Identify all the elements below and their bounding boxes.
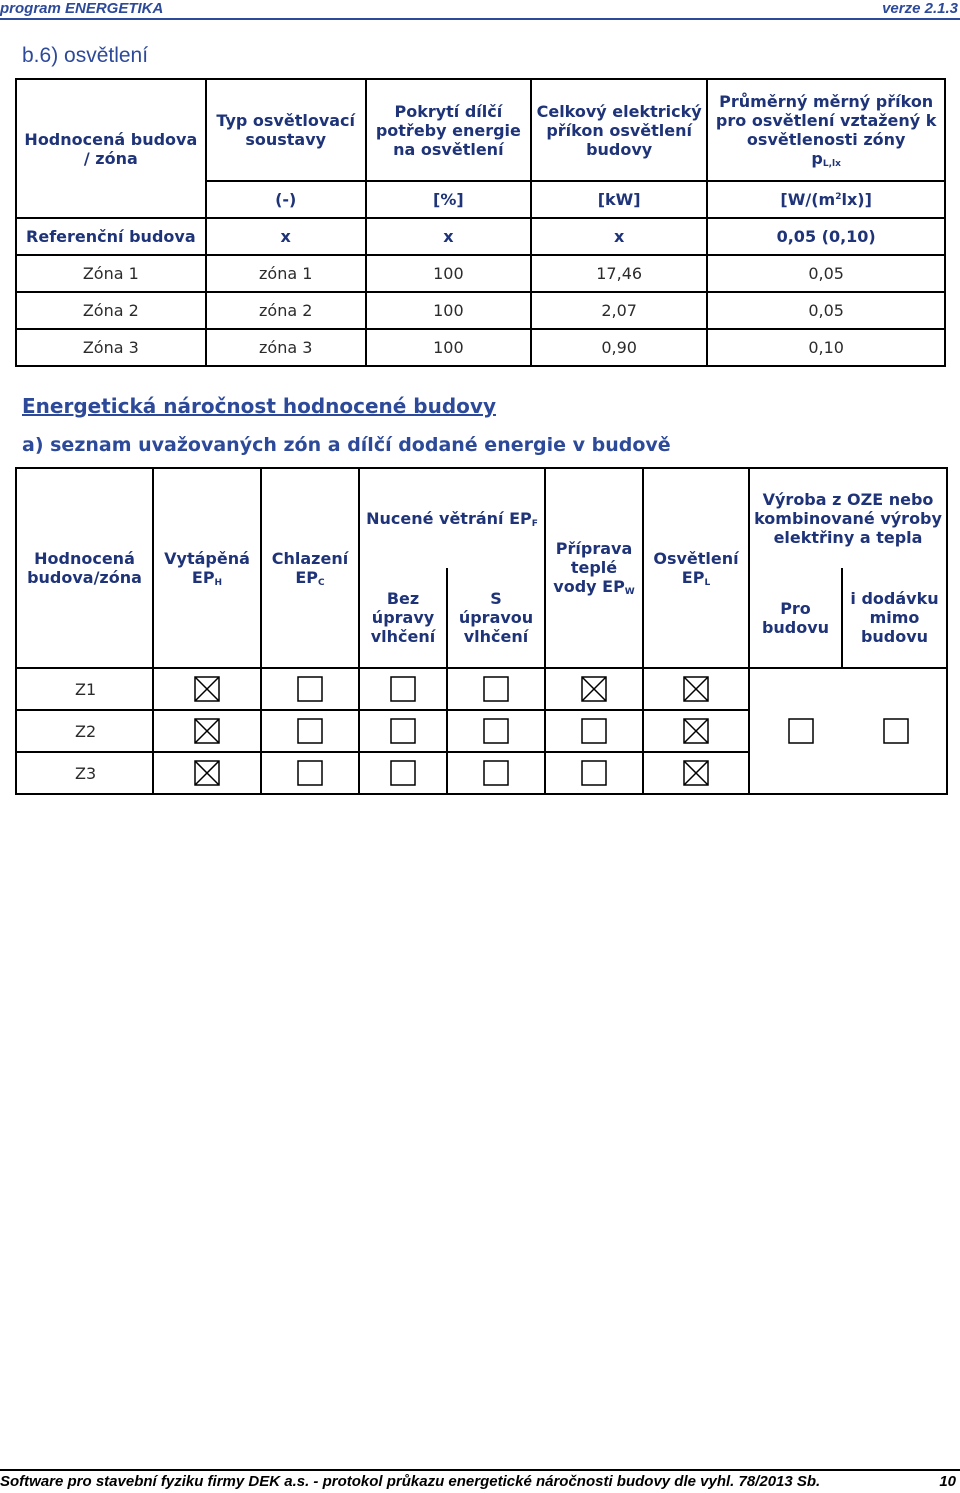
row-coverage: 100	[366, 329, 531, 366]
zone-label: Z3	[16, 752, 153, 794]
header-dhw	[545, 468, 643, 668]
zone-label: Z2	[16, 710, 153, 752]
row-type: x	[206, 218, 366, 255]
zone-checkbox[interactable]	[297, 676, 323, 702]
zone-checkbox[interactable]	[194, 760, 220, 786]
zone-checkbox[interactable]	[297, 760, 323, 786]
zone-checkbox[interactable]	[683, 760, 709, 786]
zone-checkbox[interactable]	[581, 760, 607, 786]
table-row	[16, 329, 945, 366]
header-zone: Hodnocená budova / zóna	[16, 79, 206, 218]
row-avg: 0,05 (0,10)	[707, 218, 945, 255]
program-version: verze 2.1.3	[882, 0, 958, 17]
unit-avg-power-b: lx)]	[841, 190, 872, 209]
header-ventilation-text: Nucené větrání EP	[366, 508, 532, 528]
header-system-type: Typ osvětlovací soustavy	[206, 79, 366, 181]
zone-checkbox[interactable]	[297, 718, 323, 744]
table-row	[16, 668, 947, 710]
footer-text: Software pro stavební fyziku firmy DEK a.s. - protokol průkazu energetické náročnosti budovy dle vyhl. 78/2013 Sb.	[0, 1473, 821, 1490]
header-avg-power-text: Průměrný měrný příkon pro osvětlení vztažený k osvětlenosti zóny	[715, 91, 937, 149]
row-avg: 0,10	[707, 329, 945, 366]
header-renewables: Výroba z OZE nebo kombinované výroby elektřiny a tepla	[749, 468, 947, 568]
row-zone: Referenční budova	[16, 218, 206, 255]
header-avg-power	[707, 79, 945, 181]
row-power: 0,90	[531, 329, 707, 366]
header-dhw-text: Příprava teplé vody EP	[553, 539, 633, 596]
zone-checkbox[interactable]	[483, 718, 509, 744]
row-type: zóna 3	[206, 329, 366, 366]
program-name: program ENERGETIKA	[0, 0, 164, 17]
page-heading: Energetická náročnost hodnocené budovy	[22, 394, 496, 418]
table-row	[16, 292, 945, 329]
zone-checkbox[interactable]	[483, 760, 509, 786]
page-number: 10	[939, 1473, 956, 1490]
header-vent-no-humid: Bez úpravy vlhčení	[359, 568, 447, 668]
footer	[0, 1469, 960, 1493]
header-ventilation-subscript: F	[531, 518, 538, 529]
sub-heading: a) seznam uvažovaných zón a dílčí dodané energie v budově	[22, 434, 671, 456]
row-power: 17,46	[531, 255, 707, 292]
row-zone: Zóna 1	[16, 255, 206, 292]
header-cooling	[261, 468, 359, 668]
header-heated	[153, 468, 261, 668]
row-coverage: x	[366, 218, 531, 255]
header-vent-humid: S úpravou vlhčení	[447, 568, 545, 668]
unit-avg-power	[707, 181, 945, 218]
unit-avg-power-a: [W/(m	[780, 190, 836, 209]
lighting-table	[15, 78, 946, 367]
row-avg: 0,05	[707, 292, 945, 329]
row-coverage: 100	[366, 255, 531, 292]
header-divider	[0, 18, 960, 20]
section-title: b.6) osvětlení	[22, 44, 149, 67]
row-zone: Zóna 2	[16, 292, 206, 329]
header-res-export: i dodávku mimo budovu	[842, 568, 947, 668]
row-power: x	[531, 218, 707, 255]
header-avg-power-symbol: p	[811, 148, 823, 168]
zone-checkbox[interactable]	[581, 676, 607, 702]
header-lighting-text: Osvětlení EP	[653, 548, 739, 587]
row-coverage: 100	[366, 292, 531, 329]
zone-checkbox[interactable]	[194, 676, 220, 702]
zone-checkbox[interactable]	[194, 718, 220, 744]
header-avg-power-subscript: L,lx	[822, 158, 841, 169]
zone-checkbox[interactable]	[390, 760, 416, 786]
header-dhw-subscript: W	[624, 587, 635, 597]
row-power: 2,07	[531, 292, 707, 329]
row-type: zóna 1	[206, 255, 366, 292]
zone-checkbox[interactable]	[683, 718, 709, 744]
row-type: zóna 2	[206, 292, 366, 329]
table-row	[16, 255, 945, 292]
zone-checkbox[interactable]	[390, 676, 416, 702]
zone-label: Z1	[16, 668, 153, 710]
header-cooling-text: Chlazení EP	[271, 548, 349, 587]
res-own-checkbox[interactable]	[788, 718, 814, 744]
header-heated-subscript: H	[214, 577, 223, 588]
unit-system-type: (-)	[206, 181, 366, 218]
row-avg: 0,05	[707, 255, 945, 292]
header-lighting-subscript: L	[704, 577, 711, 588]
zone-checkbox[interactable]	[483, 676, 509, 702]
header-coverage: Pokrytí dílčí potřeby energie na osvětlení	[366, 79, 531, 181]
zones-table	[15, 467, 948, 795]
unit-avg-power-sup: 2	[835, 192, 842, 202]
unit-coverage: [%]	[366, 181, 531, 218]
header-power: Celkový elektrický příkon osvětlení budovy	[531, 79, 707, 181]
header-heated-text: Vytápěná EP	[164, 548, 250, 587]
header-cooling-subscript: C	[318, 577, 325, 588]
zone-checkbox[interactable]	[390, 718, 416, 744]
header-res-own: Pro budovu	[749, 568, 842, 668]
zone-checkbox[interactable]	[581, 718, 607, 744]
table-row	[16, 218, 945, 255]
zone-checkbox[interactable]	[683, 676, 709, 702]
renewables-cell	[749, 668, 947, 794]
header-ventilation	[359, 468, 545, 568]
res-export-checkbox[interactable]	[883, 718, 909, 744]
header-lighting	[643, 468, 749, 668]
header-zone: Hodnocená budova/zóna	[16, 468, 153, 668]
row-zone: Zóna 3	[16, 329, 206, 366]
unit-power: [kW]	[531, 181, 707, 218]
